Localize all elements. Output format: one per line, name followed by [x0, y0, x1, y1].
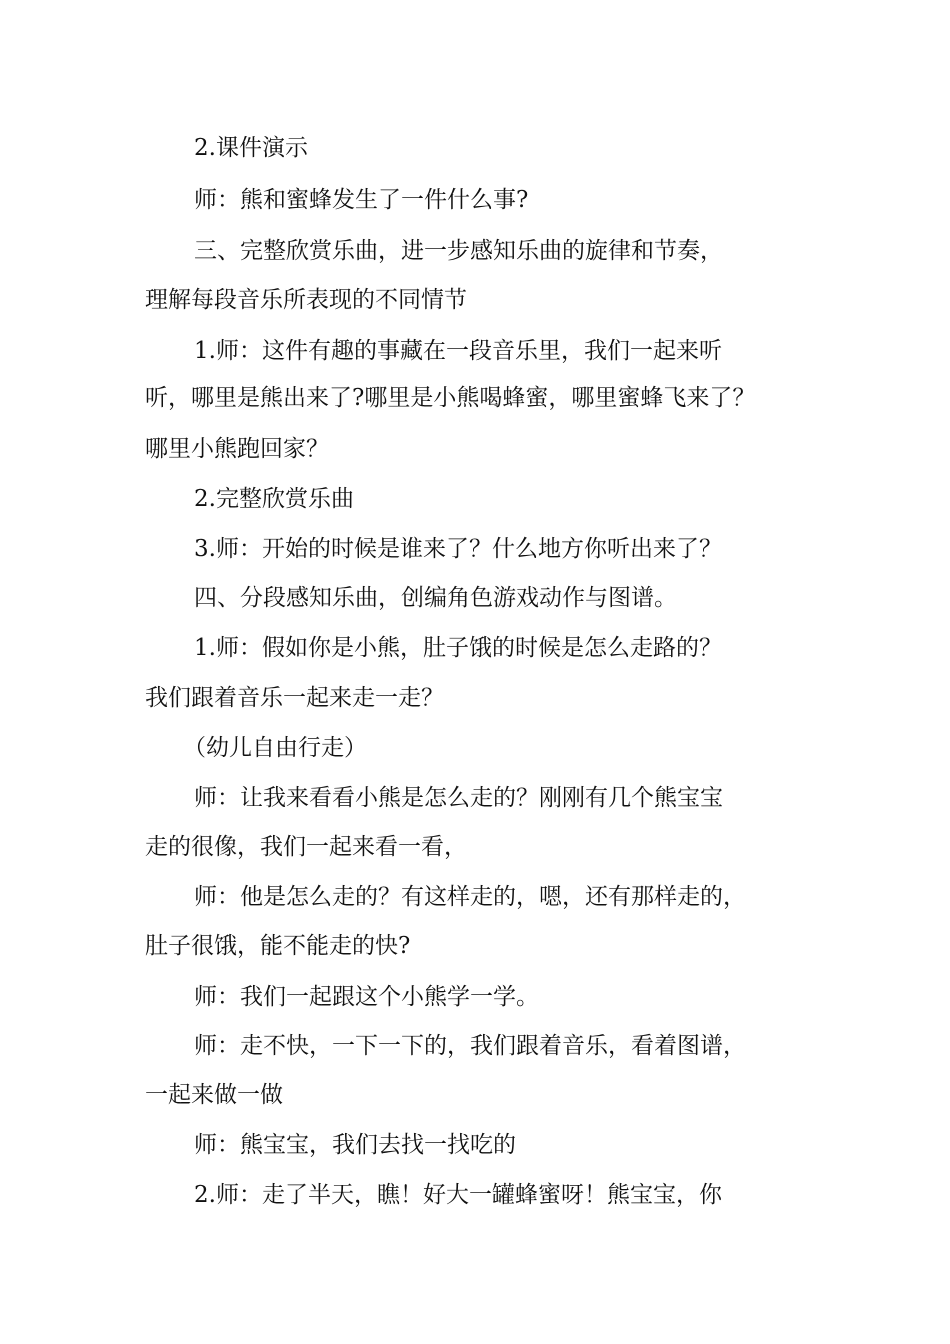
text-line: 1.师：这件有趣的事藏在一段音乐里，我们一起来听: [194, 338, 722, 364]
text-line: 一起来做一做: [145, 1082, 283, 1108]
text-line: 我们跟着音乐一起来走一走？: [145, 685, 444, 711]
text-line: 师：熊和蜜蜂发生了一件什么事?: [194, 187, 529, 213]
text-line: 师：他是怎么走的？有这样走的，嗯，还有那样走的，: [194, 884, 746, 910]
text-line: 哪里小熊跑回家？: [145, 436, 329, 462]
text-line: 1.师：假如你是小熊，肚子饿的时候是怎么走路的？: [194, 635, 722, 661]
text-line: 师：我们一起跟这个小熊学一学。: [194, 984, 539, 1010]
text-line: 师：熊宝宝，我们去找一找吃的: [194, 1132, 516, 1158]
text-line: 2.完整欣赏乐曲: [194, 486, 354, 512]
text-line: （幼儿自由行走）: [183, 735, 367, 761]
text-line: 2.课件演示: [194, 135, 308, 161]
text-line: 2.师：走了半天，瞧！好大一罐蜂蜜呀！熊宝宝，你: [194, 1182, 722, 1208]
text-line: 理解每段音乐所表现的不同情节: [145, 287, 467, 313]
text-line: 师：走不快，一下一下的，我们跟着音乐，看着图谱，: [194, 1033, 746, 1059]
section-heading: 三、完整欣赏乐曲，进一步感知乐曲的旋律和节奏，: [194, 238, 723, 264]
text-line: 师：让我来看看小熊是怎么走的？刚刚有几个熊宝宝: [194, 785, 723, 811]
section-heading: 四、分段感知乐曲，创编角色游戏动作与图谱。: [194, 585, 677, 611]
text-line: 肚子很饿，能不能走的快?: [145, 933, 411, 959]
text-line: 走的很像，我们一起来看一看，: [145, 834, 467, 860]
text-line: 听，哪里是熊出来了?哪里是小熊喝蜂蜜，哪里蜜蜂飞来了？: [145, 385, 756, 411]
text-line: 3.师：开始的时候是谁来了？什么地方你听出来了？: [194, 536, 722, 562]
